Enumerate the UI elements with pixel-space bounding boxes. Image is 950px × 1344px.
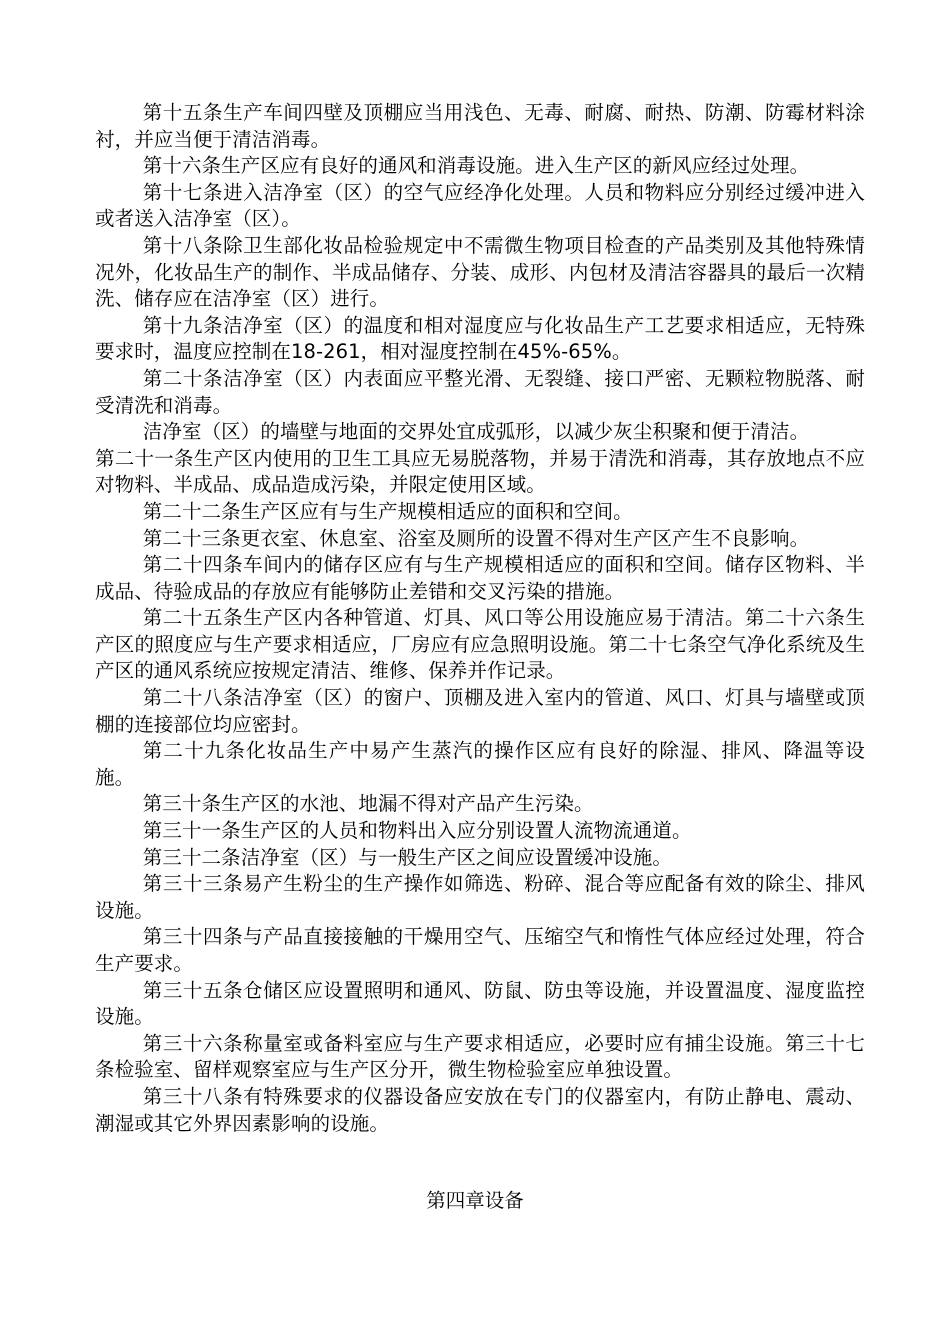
chapter-heading: 第四章设备 xyxy=(426,1189,524,1212)
paragraph: 第三十二条洁净室（区）与一般生产区之间应设置缓冲设施。 xyxy=(142,845,672,869)
paragraph: 第十七条进入洁净室（区）的空气应经净化处理。人员和物料应分别经过缓冲进入或者送入洁净室（区）。 xyxy=(95,180,865,231)
paragraph: 第二十一条生产区内使用的卫生工具应无易脱落物，并易于清洗和消毒，其存放地点不应对物料、半成品、成品造成污染，并限定使用区域。 xyxy=(95,446,865,497)
paragraph: 第二十五条生产区内各种管道、灯具、风口等公用设施应易于清洁。第二十六条生产区的照度应与生产要求相适应，厂房应有应急照明设施。第二十七条空气净化系统及生产区的通风系统应按规定清洁、维修、保养并作记录。 xyxy=(95,606,865,683)
paragraph: 第三十一条生产区的人员和物料出入应分别设置人流物流通道。 xyxy=(142,819,692,843)
paragraph: 第十六条生产区应有良好的通风和消毒设施。进入生产区的新风应经过处理。 xyxy=(142,154,810,178)
paragraph: 第二十三条更衣室、休息室、浴室及厕所的设置不得对生产区产生不良影响。 xyxy=(142,526,810,550)
document-body xyxy=(95,100,865,1137)
paragraph: 第三十三条易产生粉尘的生产操作如筛选、粉碎、混合等应配备有效的除尘、排风设施。 xyxy=(95,872,865,922)
paragraph: 第十九条洁净室（区）的温度和相对湿度应与化妆品生产工艺要求相适应，无特殊要求时，温度应控制在18-261，相对湿度控制在45%-65%。 xyxy=(95,313,865,364)
paragraph: 第二十四条车间内的储存区应有与生产规模相适应的面积和空间。储存区物料、半成品、待验成品的存放应有能够防止差错和交叉污染的措施。 xyxy=(95,553,865,603)
paragraph: 第二十条洁净室（区）内表面应平整光滑、无裂缝、接口严密、无颗粒物脱落、耐受清洗和消毒。 xyxy=(95,366,865,417)
paragraph: 第十五条生产车间四壁及顶棚应当用浅色、无毒、耐腐、耐热、防潮、防霉材料涂衬，并应当便于清洁消毒。 xyxy=(95,101,865,151)
paragraph: 第三十八条有特殊要求的仪器设备应安放在专门的仪器室内，有防止静电、震动、潮湿或其它外界因素影响的设施。 xyxy=(95,1084,865,1135)
paragraph: 第三十条生产区的水池、地漏不得对产品产生污染。 xyxy=(142,792,594,816)
paragraph: 第二十二条生产区应有与生产规模相适应的面积和空间。 xyxy=(142,499,633,523)
paragraph: 第二十八条洁净室（区）的窗户、顶棚及进入室内的管道、风口、灯具与墙壁或顶棚的连接部位均应密封。 xyxy=(95,686,865,736)
paragraph: 第二十九条化妆品生产中易产生蒸汽的操作区应有良好的除湿、排风、降温等设施。 xyxy=(95,739,865,789)
paragraph: 第三十四条与产品直接接触的干燥用空气、压缩空气和惰性气体应经过处理，符合生产要求。 xyxy=(95,925,865,975)
paragraph: 第十八条除卫生部化妆品检验规定中不需微生物项目检查的产品类别及其他特殊情况外，化妆品生产的制作、半成品储存、分装、成形、内包材及清洁容器具的最后一次精洗、储存应在洁净室（区）进行。 xyxy=(95,233,865,311)
paragraph: 第三十五条仓储区应设置照明和通风、防鼠、防虫等设施，并设置温度、湿度监控设施。 xyxy=(95,978,865,1029)
paragraph: 洁净室（区）的墙壁与地面的交界处宜成弧形，以减少灰尘积聚和便于清洁。 xyxy=(142,420,810,444)
paragraph: 第三十六条称量室或备料室应与生产要求相适应，必要时应有捕尘设施。第三十七条检验室、留样观察室应与生产区分开，微生物检验室应单独设置。 xyxy=(95,1031,865,1082)
